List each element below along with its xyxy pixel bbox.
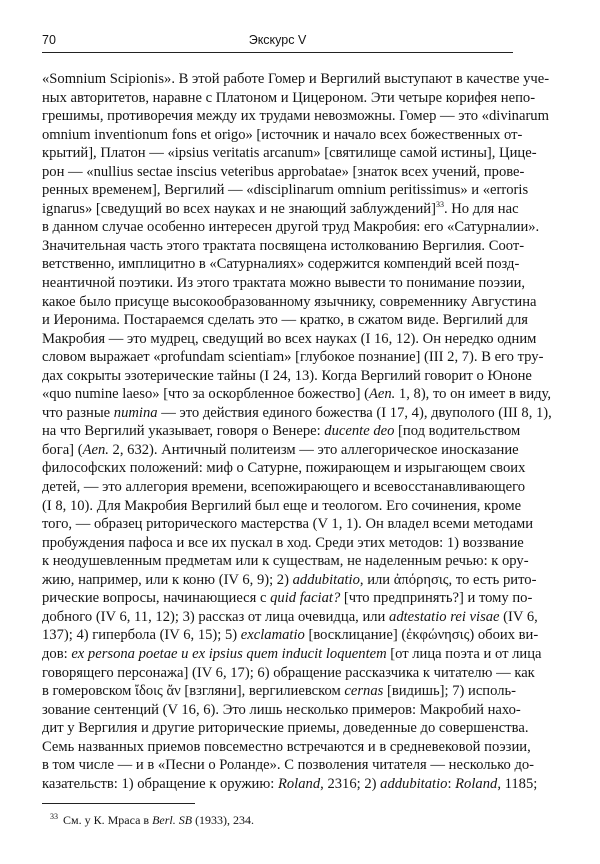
text-line: [42, 70, 550, 89]
text-segment: ignarus» [сведущий во всех науках и не знающий заблуждений]: [42, 200, 436, 217]
italic-text: Roland: [277, 775, 321, 792]
text-line: [42, 237, 525, 256]
header-rule: [42, 52, 513, 53]
italic-text: addubitatio: [292, 571, 360, 588]
italic-text: addubitatio: [380, 775, 448, 792]
footnote-number: 33: [50, 812, 58, 821]
text-line: [42, 367, 532, 386]
text-line: [42, 163, 525, 182]
text-segment: , 2316; 2): [320, 775, 381, 792]
text-line: [42, 664, 535, 683]
italic-text: quid faciat?: [270, 590, 341, 607]
text-line: [42, 218, 540, 237]
text-segment: и Иеронима. Постараемся сделать это — кратко, в сжатом виде. Вергилий для: [42, 312, 528, 329]
text-segment: , 1185;: [497, 775, 538, 792]
text-segment: рон — «nullius sectae inscius veteribus approbatae» [знаток всех учений, прове-: [42, 163, 525, 180]
text-segment: [видишь]; 7) исполь-: [383, 683, 517, 700]
text-segment: крытий], Платон — «ipsius veritatis arcanum» [святилище самой истины], Цице-: [42, 145, 537, 162]
text-segment: «Somnium Scipionis». В этой работе Гомер и Вергилий выступают в качестве уче-: [42, 71, 550, 87]
text-segment: (IV 6,: [499, 608, 538, 625]
text-line: [42, 181, 529, 200]
text-segment: неантичной поэтики. Из этого трактата можно вывести то понимание поэзии,: [42, 275, 526, 292]
text-segment: 1, 8), то он имеет в виду,: [395, 386, 552, 403]
text-segment: бога] (: [42, 441, 83, 458]
text-line: [42, 311, 528, 330]
text-line: [42, 589, 533, 608]
text-segment: дах сокрыты эзотерические тайны (I 24, 13). Когда Вергилий говорит о Юноне: [42, 367, 532, 384]
text-line: [42, 756, 535, 775]
text-line: [42, 608, 538, 627]
text-line: [42, 738, 531, 757]
text-line: [42, 330, 537, 349]
italic-text: numina: [113, 404, 158, 421]
italic-text: Roland: [455, 775, 498, 792]
italic-text: ex persona poetae и ex ipsius quem inducit loquentem: [71, 645, 387, 662]
text-line: [42, 497, 522, 516]
text-segment: «quo numine laeso» [что за оскорбленное божество] (: [42, 386, 369, 403]
text-line: [42, 348, 544, 367]
text-segment: к неодушевленным предметам или к существам, не наделенным речью: к ору-: [42, 553, 529, 570]
text-segment: что разные: [42, 404, 114, 421]
text-line: [42, 404, 552, 423]
footnote-rule: [42, 803, 195, 804]
running-title: Экскурс V: [248, 33, 307, 47]
text-segment: , или ἀπόρησις, то есть рито-: [359, 571, 537, 588]
text-line: [42, 645, 542, 664]
page-number: 70: [42, 33, 56, 47]
text-line: [42, 459, 526, 478]
italic-text: exclamatio: [240, 627, 305, 644]
text-segment: [восклицание] (ἐκφώνησις) обоих ви-: [304, 627, 539, 644]
italic-text: Aen.: [82, 441, 109, 458]
text-line: [42, 534, 524, 553]
text-line: [42, 775, 538, 794]
text-line: [42, 701, 521, 720]
text-line: [42, 255, 520, 274]
text-segment: (I 8, 10). Для Макробия Вергилий был еще и теологом. Его сочинения, кроме: [42, 497, 522, 514]
text-segment: — это действия единого божества (I 17, 4), двуполого (III 8, 1),: [157, 404, 552, 421]
text-segment: Семь названных приемов повсеместно встречаются и в средневековой поэзии,: [42, 738, 531, 755]
text-line: [42, 274, 526, 293]
text-segment: ветственно, имплицитно в «Сатурналиях» содержится компендий всей позд-: [42, 256, 520, 273]
text-line: [42, 293, 537, 312]
text-segment: . Но для нас: [443, 200, 519, 217]
text-line: [42, 719, 529, 738]
text-line: [42, 571, 537, 590]
text-segment: omnium inventionum fons et origo» [источник и начало всех божественных от-: [42, 126, 523, 143]
text-line: [42, 682, 517, 701]
footnote: [50, 812, 254, 828]
text-segment: философских положений: миф о Сатурне, пожирающем и изрыгающем своих: [42, 460, 526, 477]
text-line: [42, 422, 521, 441]
text-segment: Макробия — это мудрец, сведущий во всех науках (I 16, 12). Он нередко одним: [42, 330, 537, 347]
text-segment: казательств: 1) обращение к оружию:: [42, 775, 278, 792]
text-segment: пробуждения пафоса и все их пускал в ход. Среди этих методов: 1) воззвание: [42, 534, 524, 551]
text-line: [42, 478, 525, 497]
text-segment: ренных временем], Вергилий — «disciplinarum omnium peritissimus» и «erroris: [42, 182, 529, 199]
text-segment: Значительная часть этого трактата посвящена истолкованию Вергилия. Соот-: [42, 237, 525, 254]
text-line: [42, 107, 549, 126]
text-segment: того, — образец риторического мастерства (V 1, 1). Он владел всеми методами: [42, 516, 534, 533]
text-segment: :: [447, 775, 456, 792]
text-segment: на что Вергилий указывает, говоря о Венере:: [42, 423, 325, 440]
text-segment: словом выражает «profundam scientiam» [глубокое познание] (III 2, 7). В его тру-: [42, 349, 544, 366]
italic-text: adtestatio rei visae: [389, 608, 500, 625]
text-segment: дит у Вергилия и другие риторические приемы, доведенные до совершенства.: [42, 720, 529, 737]
footnote-text: См. у К. Мраса в: [63, 813, 153, 827]
text-segment: [от лица поэта и от лица: [386, 645, 542, 662]
text-segment: говорящего персонажа] (IV 6, 17); 6) обращение рассказчика к читателю — как: [42, 664, 535, 681]
text-line: [42, 385, 552, 404]
text-segment: [под водительством: [394, 423, 521, 440]
text-line: [42, 89, 536, 108]
text-line: [42, 626, 539, 645]
text-segment: в том числе — и в «Песни о Роланде». С позволения читателя — несколько до-: [42, 757, 535, 774]
text-segment: добного (IV 6, 11, 12); 3) рассказ от лица очевидца, или: [42, 608, 390, 625]
text-segment: какое было присуще высокообразованному язычнику, современнику Августина: [42, 293, 537, 310]
text-segment: ных авторитетов, наравне с Платоном и Цицероном. Эти четыре корифея непо-: [42, 89, 536, 106]
text-line: [42, 144, 537, 163]
text-segment: жию, например, или к коню (IV 6, 9); 2): [42, 571, 293, 588]
running-header: [42, 33, 513, 51]
italic-text: Aen.: [368, 386, 396, 403]
body-text: [42, 70, 552, 793]
text-segment: 137); 4) гипербола (IV 6, 15); 5): [42, 627, 241, 644]
text-segment: в гомеровском ἴδοις ἄν [взгляни], вергилиевском: [42, 683, 345, 700]
text-segment: детей, — это аллегория времени, всепожирающего и всевосстанавливающего: [42, 479, 525, 496]
text-line: [42, 552, 529, 571]
text-line: [42, 199, 519, 219]
italic-text: ducente deo: [324, 423, 395, 440]
text-line: [42, 441, 519, 460]
text-segment: дов:: [42, 645, 72, 662]
text-segment: грешимы, противоречия между их трудами невозможны. Гомер — это «divinarum: [42, 108, 549, 125]
text-segment: рические вопросы, начинающиеся с: [42, 590, 271, 607]
text-segment: [что предпринять?] и тому по-: [340, 590, 533, 607]
italic-text: cernas: [344, 683, 384, 700]
text-segment: зование сентенций (V 16, 6). Это лишь несколько примеров: Макробий нахо-: [42, 701, 521, 718]
footnote-source: Berl. SB: [152, 813, 193, 827]
text-line: [42, 126, 523, 145]
text-segment: 2, 632). Античный политеизм — это аллегорическое иносказание: [108, 441, 519, 458]
text-segment: в данном случае особенно интересен другой труд Макробия: его «Сатурналии».: [42, 219, 540, 236]
footnote-text-end: (1933), 234.: [192, 813, 255, 827]
footnote-reference: 33: [435, 199, 444, 209]
text-line: [42, 515, 534, 534]
